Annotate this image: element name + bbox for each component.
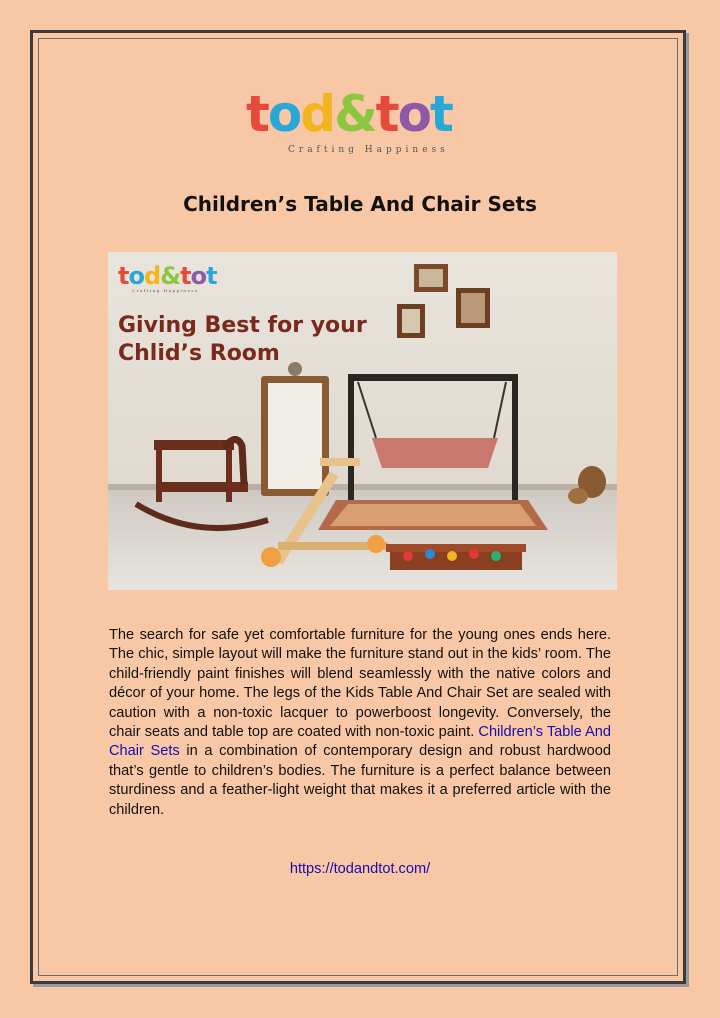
- logo-tagline: Crafting Happiness: [288, 145, 449, 155]
- products-link[interactable]: Children’s Table And Chair Sets: [109, 724, 611, 760]
- page-title: Children’s Table And Chair Sets: [183, 192, 537, 216]
- banner-tagline: Crafting Happiness: [132, 288, 199, 293]
- banner-headline-line1: Giving Best for your: [118, 313, 367, 338]
- banner-headline-line2: Chlid’s Room: [118, 341, 280, 366]
- banner-photo: [108, 252, 617, 590]
- svg-text:tod&tot: tod&tot: [118, 262, 217, 290]
- brand-logo: [246, 85, 476, 162]
- body-text-start: The search for safe yet comfortable furniture for the young ones ends here. The chic, simple layout will make the furniture stand out in the kids’ room. The child-friendly paint finishes will blend seamlessly with the native colors and décor of your home. The legs of the Kids Table And Chair Set are sealed with caution with a non-toxic lacquer to powerboost longevity. Conversely, the chair seats and table top are coated with non-toxic paint.: [109, 627, 611, 741]
- logo-wordmark: tod&tot: [246, 85, 452, 143]
- body-text-end: in a combination of contemporary design and robust hardwood that’s gentle to children’s bodies. The furniture is a perfect balance between sturdiness and a feather-light weight that makes it a preferred article with the children.: [109, 743, 611, 818]
- body-paragraph: [109, 626, 611, 820]
- website-url[interactable]: https://todandtot.com/: [289, 861, 431, 877]
